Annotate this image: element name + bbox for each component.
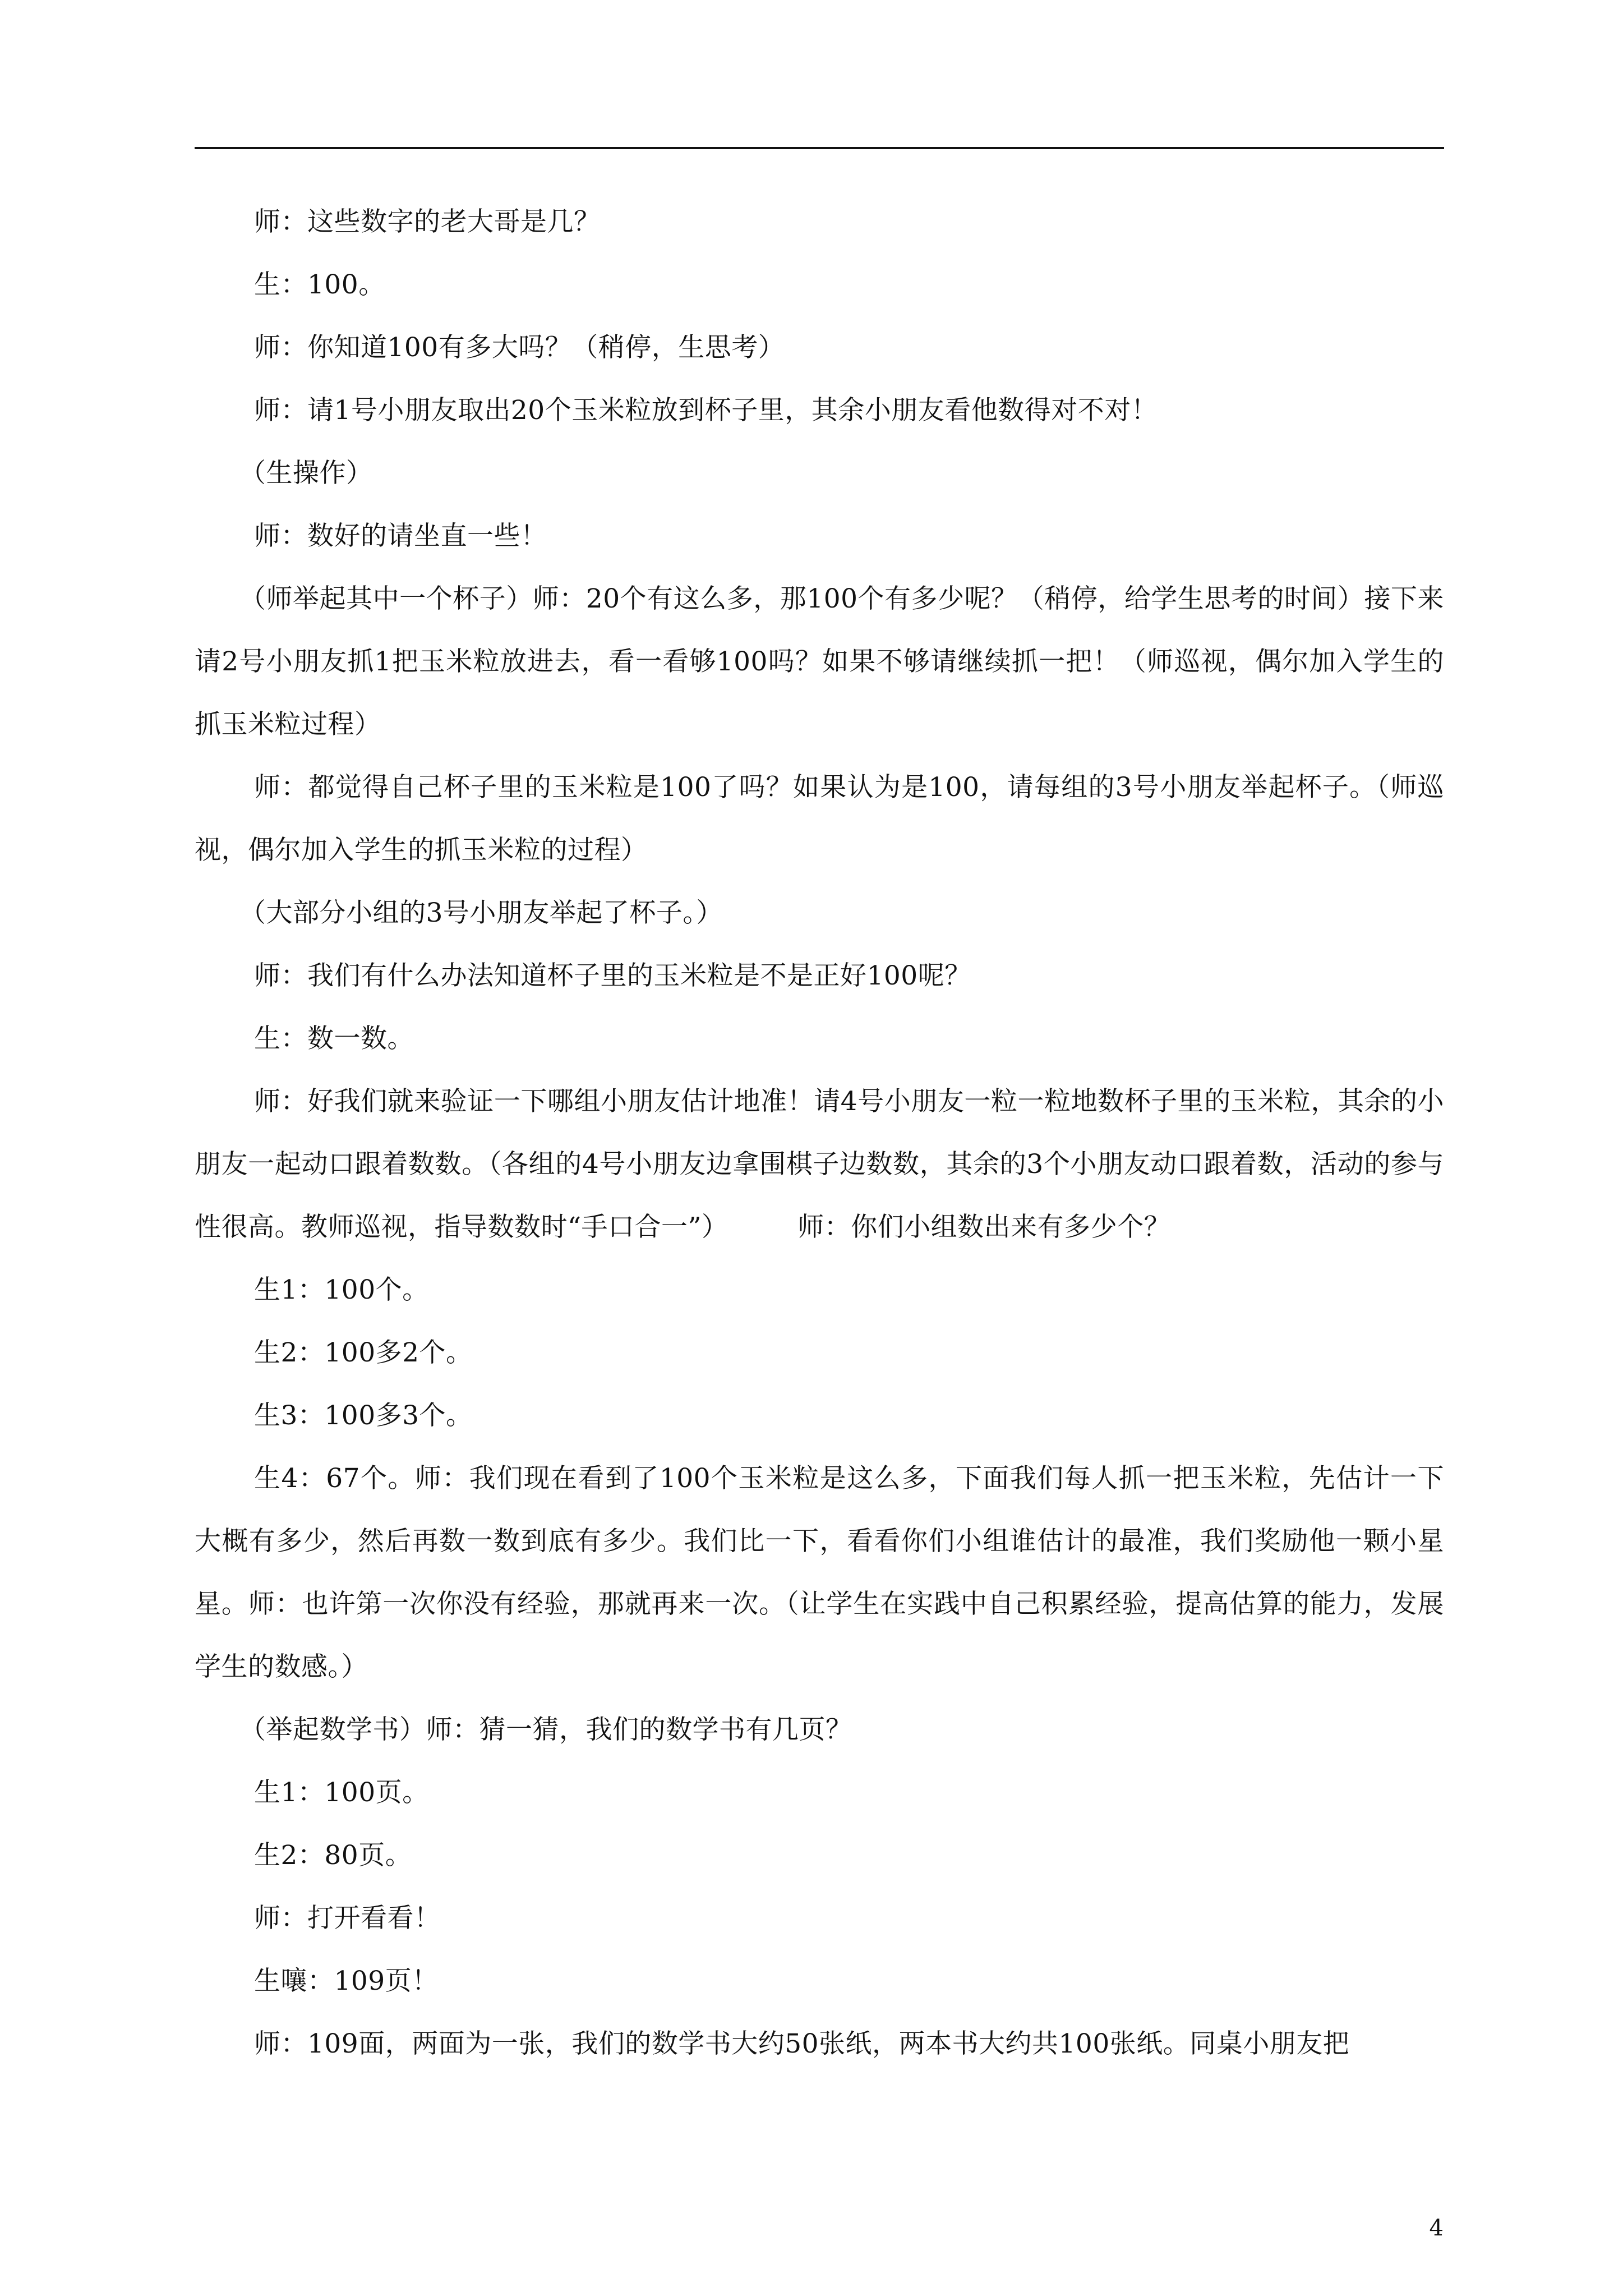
paragraph: 师：都觉得自己杯子里的玉米粒是100了吗？如果认为是100，请每组的3号小朋友举起杯子。（师巡视，偶尔加入学生的抓玉米粒的过程） <box>195 772 1444 866</box>
paragraph: 师：你知道100有多大吗？（稍停，生思考） <box>254 332 785 363</box>
paragraph: 师：打开看看！ <box>254 1903 441 1934</box>
paragraph: （生操作） <box>239 458 373 489</box>
paragraph: 生：数一数。 <box>254 1023 414 1054</box>
paragraph: 生：100。 <box>254 269 385 300</box>
paragraph: （举起数学书）师：猜一猜，我们的数学书有几页？ <box>239 1714 852 1745</box>
paragraph: 师：数好的请坐直一些！ <box>254 521 547 551</box>
paragraph: 师：请1号小朋友取出20个玉米粒放到杯子里，其余小朋友看他数得对不对！ <box>254 395 1158 426</box>
paragraph: 生1：100个。 <box>254 1274 429 1305</box>
paragraph: （师举起其中一个杯子）师：20个有这么多，那100个有多少呢？（稍停，给学生思考的时间）接下来请2号小朋友抓1把玉米粒放进去，看一看够100吗？如果不够请继续抓一把！（师巡视，偶尔加入学生的抓玉米粒过程） <box>195 583 1444 740</box>
header-rule <box>195 147 1444 149</box>
paragraph: 生1：100页。 <box>254 1777 429 1808</box>
page-number: 4 <box>1429 2215 1444 2241</box>
body-text <box>195 191 1444 2076</box>
paragraph: 生嚷：109页！ <box>254 1966 439 1996</box>
paragraph: 生4：67个。师：我们现在看到了100个玉米粒是这么多，下面我们每人抓一把玉米粒，先估计一下大概有多少，然后再数一数到底有多少。我们比一下，看看你们小组谁估计的最准，我们奖励他一颗小星星。师：也许第一次你没有经验，那就再来一次。（让学生在实践中自己积累经验，提高估算的能力，发展学生的数感。） <box>195 1463 1444 1682</box>
paragraph: 师：好我们就来验证一下哪组小朋友估计地准！请4号小朋友一粒一粒地数杯子里的玉米粒，其余的小朋友一起动口跟着数数。（各组的4号小朋友边拿围棋子边数数，其余的3个小朋友动口跟着数，活动的参与性很高。教师巡视，指导数数时“手口合一”） 师：你们小组数出来有多少个？ <box>195 1086 1444 1243</box>
paragraph: 生2：100多2个。 <box>254 1337 473 1368</box>
paragraph: 生3：100多3个。 <box>254 1400 473 1431</box>
paragraph: 生2：80页。 <box>254 1840 412 1871</box>
paragraph: 师：我们有什么办法知道杯子里的玉米粒是不是正好100呢？ <box>254 960 971 991</box>
paragraph: 师：109面，两面为一张，我们的数学书大约50张纸，两本书大约共100张纸。同桌小朋友把 <box>254 2028 1350 2059</box>
paragraph: （大部分小组的3号小朋友举起了杯子。） <box>239 898 723 928</box>
paragraph: 师：这些数字的老大哥是几？ <box>254 206 601 237</box>
